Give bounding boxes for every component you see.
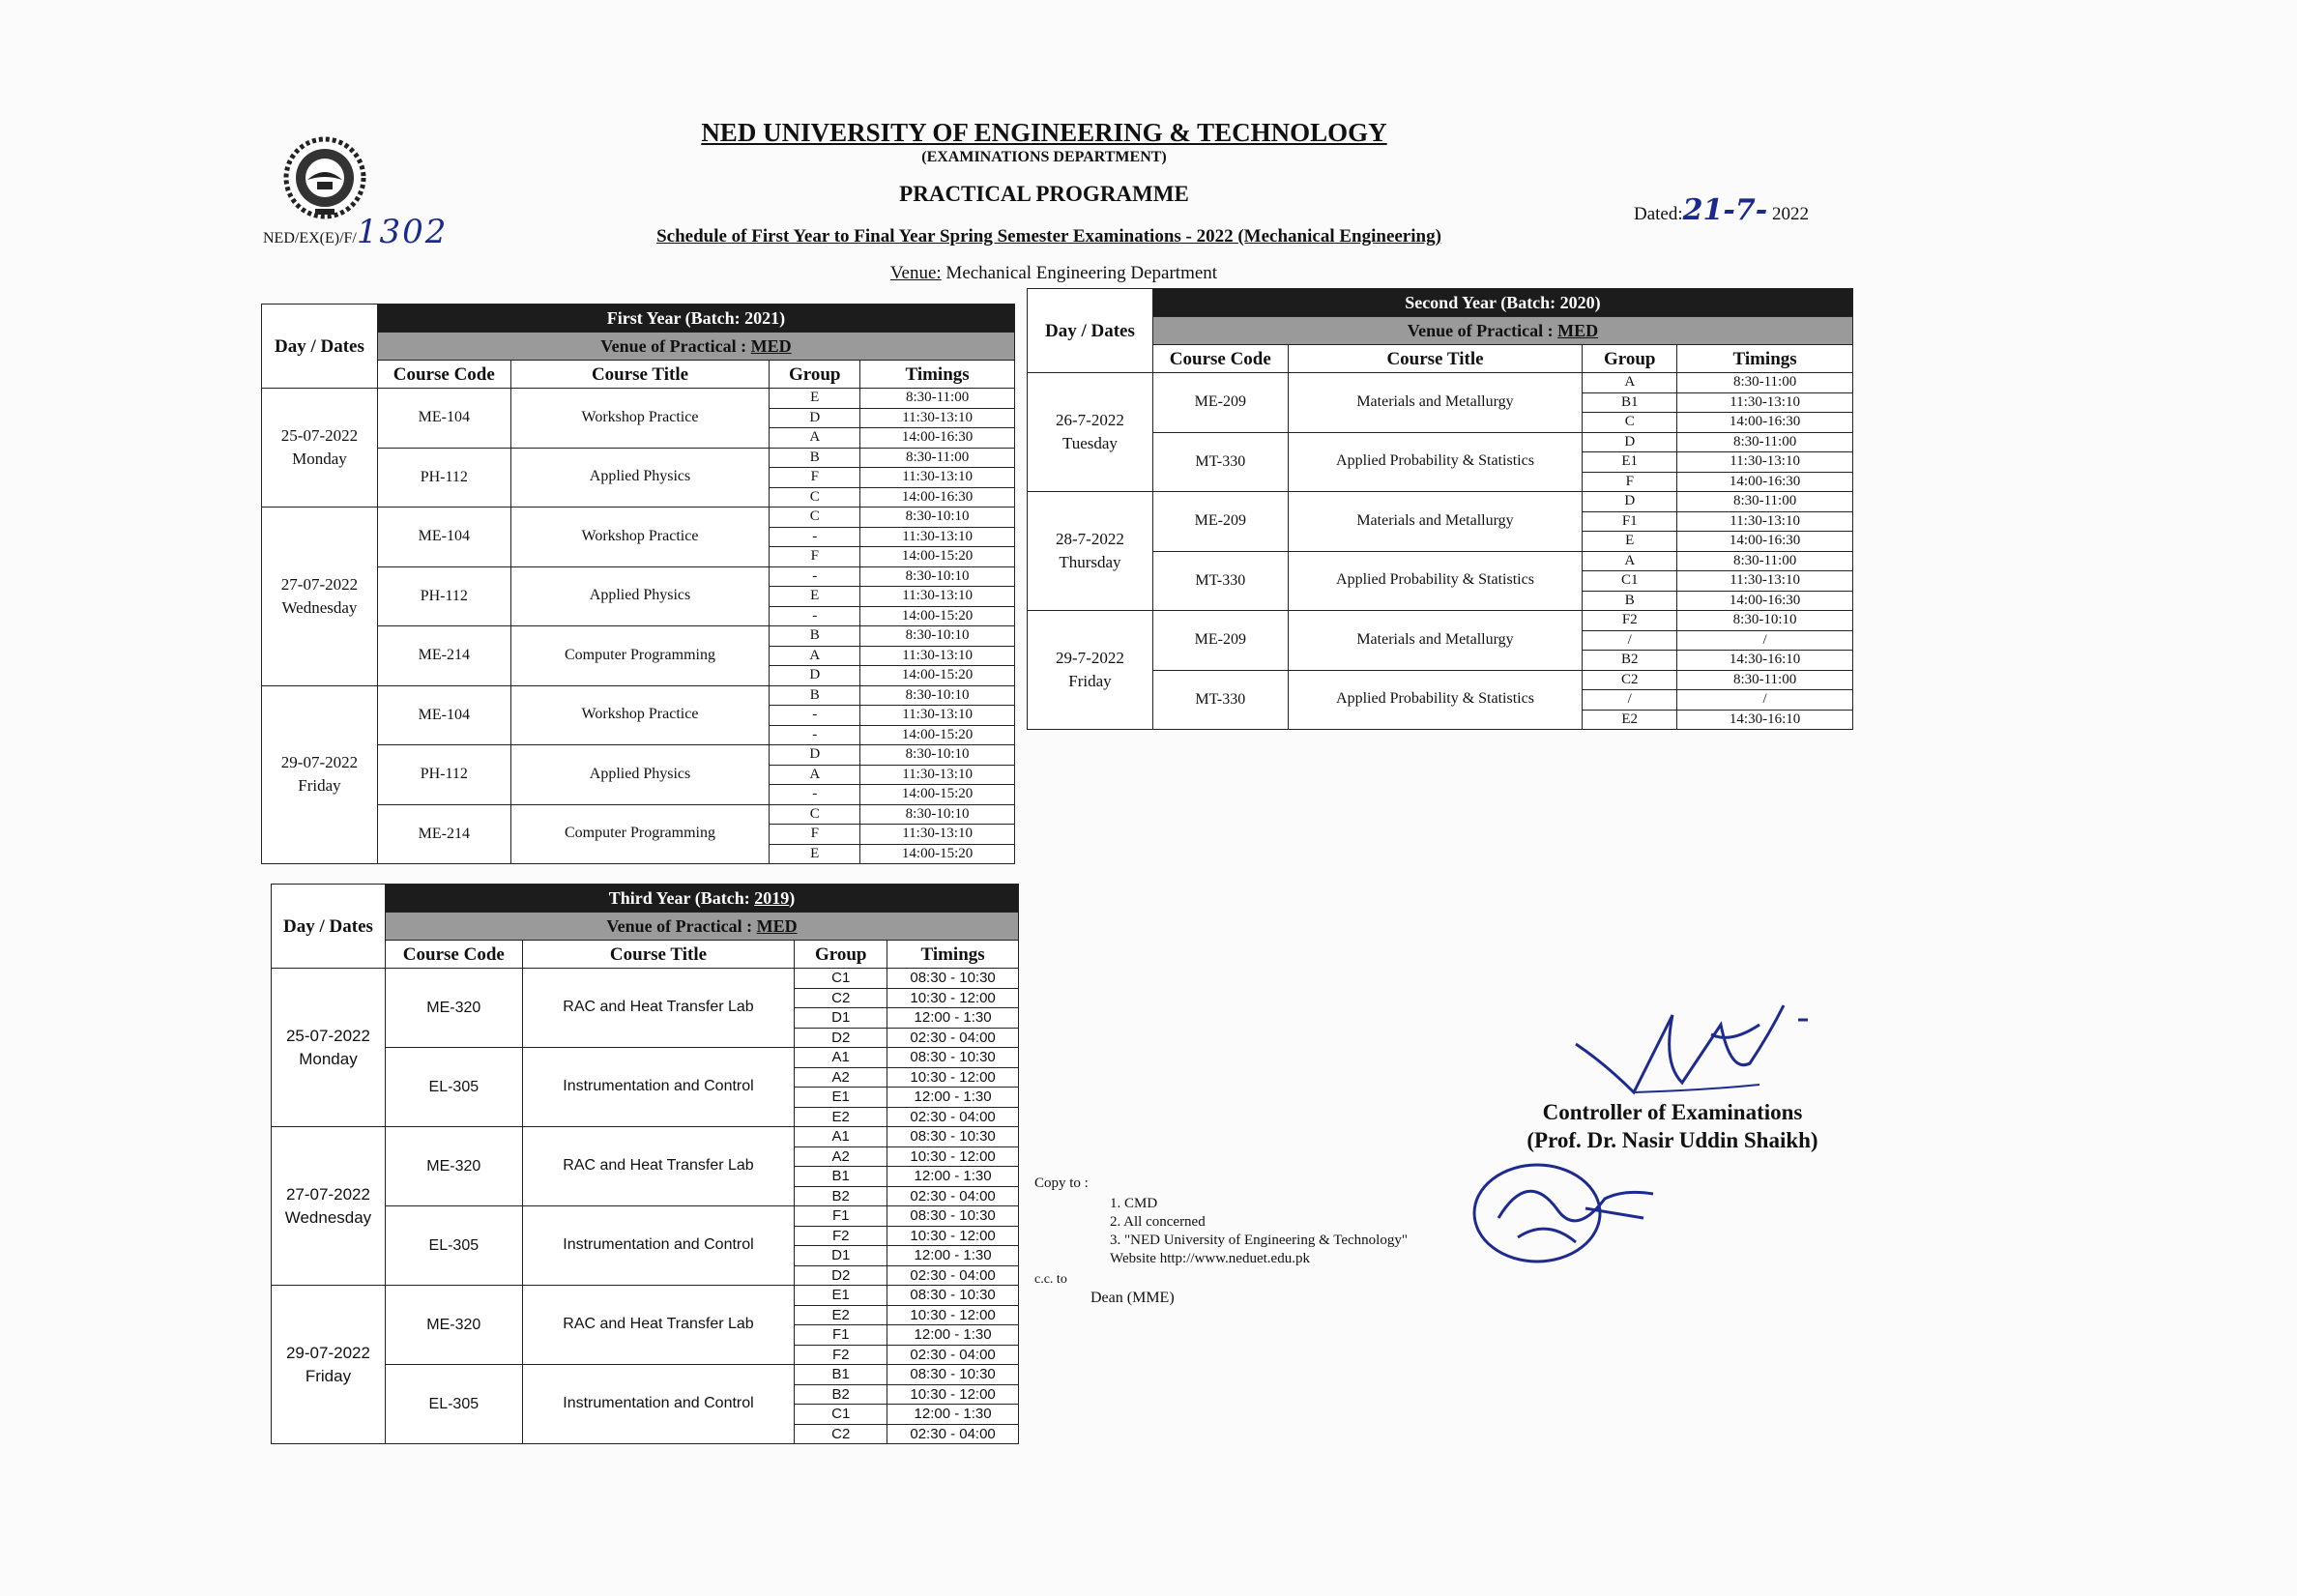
- date-text: 25-07-2022: [285, 1026, 370, 1045]
- group-cell: /: [1583, 630, 1677, 651]
- timing-cell: 11:30-13:10: [860, 587, 1015, 607]
- first-year-body: [262, 389, 1015, 864]
- course-code-cell: ME-214: [377, 626, 510, 686]
- group-cell: A: [770, 428, 860, 449]
- group-cell: C1: [1583, 571, 1677, 592]
- course-code-cell: ME-320: [385, 969, 522, 1048]
- timing-cell: 8:30-10:10: [860, 804, 1015, 825]
- venue-line: [735, 263, 1373, 284]
- timing-cell: 14:00-16:30: [1677, 413, 1853, 433]
- weekday-text: Friday: [1068, 672, 1112, 690]
- day-dates-header: Day / Dates: [1028, 289, 1153, 373]
- timing-cell: 02:30 - 04:00: [887, 1345, 1019, 1365]
- timing-cell: 8:30-10:10: [860, 626, 1015, 647]
- course-title-cell: Computer Programming: [510, 804, 770, 864]
- dated-handwritten: 21-7-: [1682, 193, 1768, 227]
- group-cell: E2: [1583, 710, 1677, 730]
- timing-cell: 12:00 - 1:30: [887, 1246, 1019, 1266]
- group-cell: B2: [1583, 651, 1677, 671]
- timing-cell: /: [1677, 630, 1853, 651]
- course-code-cell: ME-104: [377, 508, 510, 567]
- course-code-cell: MT-330: [1152, 551, 1288, 611]
- dated-line: [1634, 193, 1809, 227]
- copy-to-item: 1. CMD: [1110, 1196, 1158, 1211]
- venue-of-practical-value: MED: [750, 336, 792, 356]
- day-date-cell: [272, 969, 386, 1127]
- course-title-cell: Materials and Metallurgy: [1288, 611, 1583, 671]
- timings-header: Timings: [887, 941, 1019, 969]
- course-title-cell: Workshop Practice: [510, 508, 770, 567]
- timing-cell: 11:30-13:10: [860, 408, 1015, 428]
- group-cell: D: [1583, 432, 1677, 452]
- first-year-venue: [377, 333, 1014, 361]
- group-cell: B2: [795, 1384, 887, 1405]
- group-cell: B: [770, 626, 860, 647]
- programme-title: PRACTICAL PROGRAMME: [899, 182, 1189, 206]
- group-cell: F2: [795, 1226, 887, 1246]
- course-title-cell: Instrumentation and Control: [522, 1206, 795, 1286]
- timing-cell: 14:00-15:20: [860, 725, 1015, 745]
- timing-cell: 12:00 - 1:30: [887, 1405, 1019, 1425]
- reference-number: [263, 213, 448, 251]
- university-name: NED UNIVERSITY OF ENGINEERING & TECHNOLOGY: [701, 118, 1387, 147]
- venue-label: Venue:: [889, 263, 942, 283]
- group-header: Group: [795, 941, 887, 969]
- course-code-cell: ME-320: [385, 1127, 522, 1206]
- timing-cell: 11:30-13:10: [1677, 452, 1853, 473]
- second-year-body: [1028, 373, 1853, 730]
- timing-cell: 11:30-13:10: [1677, 511, 1853, 532]
- timing-cell: 08:30 - 10:30: [887, 969, 1019, 989]
- course-title-cell: Applied Physics: [510, 448, 770, 508]
- day-date-cell: [1028, 611, 1153, 730]
- table-row: [1028, 611, 1853, 631]
- group-cell: F: [770, 825, 860, 845]
- date-text: 27-07-2022: [280, 574, 359, 594]
- table-row: [262, 389, 1015, 409]
- day-date-cell: [262, 508, 378, 686]
- table-row: [1028, 492, 1853, 512]
- weekday-text: Monday: [299, 1049, 358, 1068]
- group-cell: A1: [795, 1048, 887, 1068]
- group-header: Group: [1583, 345, 1677, 373]
- group-cell: A: [1583, 551, 1677, 571]
- group-cell: E1: [795, 1286, 887, 1306]
- course-title-cell: RAC and Heat Transfer Lab: [522, 969, 795, 1048]
- initials-stamp: [1460, 1150, 1672, 1276]
- first-year-heading: First Year (Batch: 2021): [377, 305, 1014, 333]
- controller-name: (Prof. Dr. Nasir Uddin Shaikh): [1526, 1128, 1818, 1152]
- group-cell: C2: [795, 1424, 887, 1444]
- timing-cell: 08:30 - 10:30: [887, 1206, 1019, 1227]
- course-title-cell: RAC and Heat Transfer Lab: [522, 1127, 795, 1206]
- course-title-cell: Instrumentation and Control: [522, 1048, 795, 1127]
- timing-cell: 10:30 - 12:00: [887, 1067, 1019, 1088]
- cc-to-label: c.c. to: [1034, 1272, 1067, 1287]
- group-cell: D2: [795, 1265, 887, 1286]
- timing-cell: 12:00 - 1:30: [887, 1167, 1019, 1187]
- course-code-cell: ME-214: [377, 804, 510, 864]
- timing-cell: 08:30 - 10:30: [887, 1048, 1019, 1068]
- copy-to-item: Website http://www.neduet.edu.pk: [1110, 1251, 1310, 1266]
- timing-cell: 14:00-15:20: [860, 785, 1015, 805]
- copy-to-list: [1110, 1195, 1408, 1268]
- venue-of-practical-label: Venue of Practical :: [600, 336, 751, 356]
- timing-cell: 11:30-13:10: [860, 765, 1015, 785]
- day-dates-header: Day / Dates: [272, 885, 386, 969]
- table-row: [272, 1127, 1019, 1147]
- venue-of-practical-value: MED: [1557, 321, 1599, 340]
- timing-cell: 12:00 - 1:30: [887, 1008, 1019, 1029]
- weekday-text: Wednesday: [284, 1207, 372, 1227]
- schedule-title: Schedule of First Year to Final Year Spring Semester Examinations - 2022 (Mechanical Engineering): [656, 226, 1441, 247]
- timing-cell: 8:30-10:10: [860, 685, 1015, 706]
- group-cell: D1: [795, 1246, 887, 1266]
- group-cell: B2: [795, 1186, 887, 1206]
- group-cell: F2: [1583, 611, 1677, 631]
- group-cell: D: [1583, 492, 1677, 512]
- course-code-cell: MT-330: [1152, 670, 1288, 730]
- course-title-cell: Applied Probability & Statistics: [1288, 432, 1583, 492]
- third-year-heading: [385, 885, 1018, 913]
- timing-cell: 8:30-10:10: [860, 508, 1015, 528]
- first-year-table: [261, 304, 1015, 864]
- timing-cell: 8:30-11:00: [1677, 492, 1853, 512]
- timing-cell: 8:30-10:10: [1677, 611, 1853, 631]
- course-code-cell: PH-112: [377, 448, 510, 508]
- timing-cell: 08:30 - 10:30: [887, 1365, 1019, 1385]
- course-title-header: Course Title: [1288, 345, 1583, 373]
- copy-to-item: 3. "NED University of Engineering & Technology": [1110, 1233, 1408, 1248]
- course-code-cell: ME-209: [1152, 611, 1288, 671]
- group-cell: E2: [795, 1305, 887, 1325]
- course-title-cell: Applied Physics: [510, 566, 770, 626]
- timing-cell: 14:00-15:20: [860, 666, 1015, 686]
- course-code-cell: PH-112: [377, 566, 510, 626]
- timing-cell: 02:30 - 04:00: [887, 1186, 1019, 1206]
- course-code-header: Course Code: [377, 361, 510, 389]
- group-cell: E: [770, 389, 860, 409]
- table-row: [262, 685, 1015, 706]
- timing-cell: 14:00-15:20: [860, 844, 1015, 864]
- weekday-text: Thursday: [1059, 553, 1121, 571]
- timing-cell: 02:30 - 04:00: [887, 1028, 1019, 1048]
- timing-cell: 10:30 - 12:00: [887, 1226, 1019, 1246]
- second-year-venue: [1152, 317, 1852, 345]
- dated-label: Dated:: [1634, 204, 1683, 224]
- group-cell: F: [770, 547, 860, 567]
- timing-cell: 14:00-16:30: [1677, 472, 1853, 492]
- reference-handwritten-number: 1302: [356, 213, 449, 251]
- timing-cell: 10:30 - 12:00: [887, 988, 1019, 1008]
- day-dates-header: Day / Dates: [262, 305, 378, 389]
- timing-cell: 02:30 - 04:00: [887, 1107, 1019, 1127]
- group-cell: E: [770, 587, 860, 607]
- timing-cell: 14:00-16:30: [860, 487, 1015, 508]
- group-cell: C: [1583, 413, 1677, 433]
- table-row: [272, 969, 1019, 989]
- second-year-heading: Second Year (Batch: 2020): [1152, 289, 1852, 317]
- day-date-cell: [262, 389, 378, 508]
- day-date-cell: [1028, 492, 1153, 611]
- group-cell: A: [1583, 373, 1677, 393]
- table-row: [1028, 373, 1853, 393]
- controller-title: Controller of Examinations: [1542, 1100, 1803, 1124]
- timing-cell: 14:00-16:30: [1677, 532, 1853, 552]
- date-text: 25-07-2022: [280, 426, 359, 446]
- group-cell: /: [1583, 690, 1677, 711]
- course-title-cell: Applied Probability & Statistics: [1288, 670, 1583, 730]
- weekday-text: Wednesday: [281, 597, 358, 617]
- timing-cell: 11:30-13:10: [1677, 392, 1853, 413]
- group-cell: F: [1583, 472, 1677, 492]
- timing-cell: 14:00-15:20: [860, 606, 1015, 626]
- timing-cell: 14:00-16:30: [860, 428, 1015, 449]
- group-cell: -: [770, 566, 860, 587]
- department-name: (EXAMINATIONS DEPARTMENT): [921, 149, 1167, 165]
- day-date-cell: [1028, 373, 1153, 492]
- group-cell: -: [770, 527, 860, 547]
- timing-cell: /: [1677, 690, 1853, 711]
- group-cell: F1: [1583, 511, 1677, 532]
- timing-cell: 8:30-11:00: [1677, 670, 1853, 690]
- group-cell: -: [770, 725, 860, 745]
- course-code-cell: EL-305: [385, 1365, 522, 1444]
- timing-cell: 11:30-13:10: [860, 706, 1015, 726]
- date-text: 29-07-2022: [280, 753, 359, 772]
- course-code-cell: ME-209: [1152, 492, 1288, 552]
- timings-header: Timings: [860, 361, 1015, 389]
- course-code-header: Course Code: [1152, 345, 1288, 373]
- timing-cell: 8:30-10:10: [860, 745, 1015, 766]
- third-year-heading-suffix: ): [789, 888, 796, 908]
- course-code-cell: MT-330: [1152, 432, 1288, 492]
- dated-year: 2022: [1771, 204, 1809, 224]
- date-text: 29-07-2022: [285, 1343, 370, 1362]
- group-cell: -: [770, 606, 860, 626]
- group-header: Group: [770, 361, 860, 389]
- group-cell: C2: [795, 988, 887, 1008]
- timing-cell: 14:00-15:20: [860, 547, 1015, 567]
- group-cell: B1: [1583, 392, 1677, 413]
- controller-block: [1469, 1098, 1875, 1154]
- weekday-text: Friday: [305, 1366, 352, 1385]
- weekday-text: Tuesday: [1061, 434, 1118, 452]
- date-text: 28-7-2022: [1056, 530, 1124, 549]
- course-title-cell: Workshop Practice: [510, 685, 770, 745]
- group-cell: F1: [795, 1325, 887, 1346]
- weekday-text: Friday: [298, 776, 341, 796]
- course-title-cell: Workshop Practice: [510, 389, 770, 449]
- university-logo: [278, 135, 371, 220]
- timing-cell: 08:30 - 10:30: [887, 1286, 1019, 1306]
- timing-cell: 8:30-10:10: [860, 566, 1015, 587]
- second-year-table: [1027, 288, 1853, 730]
- venue-value: Mechanical Engineering Department: [941, 263, 1218, 283]
- timing-cell: 10:30 - 12:00: [887, 1384, 1019, 1405]
- venue-of-practical-value: MED: [756, 916, 798, 936]
- timings-header: Timings: [1677, 345, 1853, 373]
- timing-cell: 8:30-11:00: [1677, 432, 1853, 452]
- third-year-heading-prefix: Third Year (Batch:: [608, 888, 755, 908]
- group-cell: E: [770, 844, 860, 864]
- course-code-cell: ME-209: [1152, 373, 1288, 433]
- group-cell: C2: [1583, 670, 1677, 690]
- group-cell: B: [770, 448, 860, 468]
- course-code-cell: EL-305: [385, 1206, 522, 1286]
- group-cell: D2: [795, 1028, 887, 1048]
- date-text: 27-07-2022: [285, 1184, 370, 1204]
- course-title-cell: Materials and Metallurgy: [1288, 373, 1583, 433]
- group-cell: F1: [795, 1206, 887, 1227]
- group-cell: C: [770, 804, 860, 825]
- course-code-cell: ME-104: [377, 389, 510, 449]
- course-code-cell: ME-104: [377, 685, 510, 745]
- day-date-cell: [272, 1127, 386, 1286]
- venue-of-practical-label: Venue of Practical :: [1407, 321, 1558, 340]
- group-cell: A1: [795, 1127, 887, 1147]
- group-cell: A2: [795, 1067, 887, 1088]
- group-cell: B1: [795, 1167, 887, 1187]
- copy-to-item: 2. All concerned: [1110, 1214, 1206, 1230]
- third-year-venue: [385, 913, 1018, 941]
- date-text: 26-7-2022: [1056, 411, 1124, 430]
- group-cell: C1: [795, 969, 887, 989]
- timing-cell: 8:30-11:00: [860, 448, 1015, 468]
- timing-cell: 11:30-13:10: [860, 468, 1015, 488]
- group-cell: E1: [795, 1088, 887, 1108]
- group-cell: E2: [795, 1107, 887, 1127]
- timing-cell: 11:30-13:10: [860, 646, 1015, 666]
- timing-cell: 10:30 - 12:00: [887, 1146, 1019, 1167]
- timing-cell: 02:30 - 04:00: [887, 1424, 1019, 1444]
- course-title-header: Course Title: [522, 941, 795, 969]
- timing-cell: 11:30-13:10: [860, 825, 1015, 845]
- group-cell: C: [770, 508, 860, 528]
- group-cell: A: [770, 765, 860, 785]
- group-cell: E1: [1583, 452, 1677, 473]
- group-cell: B: [1583, 591, 1677, 611]
- timing-cell: 14:30-16:10: [1677, 651, 1853, 671]
- group-cell: D: [770, 408, 860, 428]
- group-cell: D1: [795, 1008, 887, 1029]
- group-cell: B1: [795, 1365, 887, 1385]
- table-row: [272, 1286, 1019, 1306]
- group-cell: D: [770, 666, 860, 686]
- day-date-cell: [272, 1286, 386, 1444]
- course-title-header: Course Title: [510, 361, 770, 389]
- course-title-cell: Applied Physics: [510, 745, 770, 805]
- timing-cell: 14:00-16:30: [1677, 591, 1853, 611]
- copy-to-label: Copy to :: [1034, 1175, 1089, 1191]
- group-cell: C1: [795, 1405, 887, 1425]
- table-row: [262, 508, 1015, 528]
- timing-cell: 11:30-13:10: [1677, 571, 1853, 592]
- timing-cell: 14:30-16:10: [1677, 710, 1853, 730]
- timing-cell: 8:30-11:00: [860, 389, 1015, 409]
- course-code-cell: PH-112: [377, 745, 510, 805]
- timing-cell: 02:30 - 04:00: [887, 1265, 1019, 1286]
- cc-to-value: Dean (MME): [1090, 1290, 1175, 1306]
- reference-prefix: NED/EX(E)/F/: [263, 230, 357, 247]
- venue-of-practical-label: Venue of Practical :: [606, 916, 757, 936]
- group-cell: A2: [795, 1146, 887, 1167]
- group-cell: -: [770, 706, 860, 726]
- group-cell: F2: [795, 1345, 887, 1365]
- timing-cell: 10:30 - 12:00: [887, 1305, 1019, 1325]
- timing-cell: 08:30 - 10:30: [887, 1127, 1019, 1147]
- group-cell: F: [770, 468, 860, 488]
- timing-cell: 11:30-13:10: [860, 527, 1015, 547]
- timing-cell: 12:00 - 1:30: [887, 1088, 1019, 1108]
- group-cell: -: [770, 785, 860, 805]
- course-code-cell: ME-320: [385, 1286, 522, 1365]
- third-year-body: [272, 969, 1019, 1444]
- course-title-cell: Instrumentation and Control: [522, 1365, 795, 1444]
- third-year-table: [271, 884, 1019, 1444]
- course-title-cell: Materials and Metallurgy: [1288, 492, 1583, 552]
- course-title-cell: Applied Probability & Statistics: [1288, 551, 1583, 611]
- timing-cell: 12:00 - 1:30: [887, 1325, 1019, 1346]
- group-cell: A: [770, 646, 860, 666]
- group-cell: D: [770, 745, 860, 766]
- timing-cell: 8:30-11:00: [1677, 551, 1853, 571]
- third-year-heading-batch: 2019: [754, 888, 790, 908]
- controller-signature: [1566, 996, 1817, 1112]
- date-text: 29-7-2022: [1056, 649, 1124, 668]
- group-cell: B: [770, 685, 860, 706]
- course-code-header: Course Code: [385, 941, 522, 969]
- timing-cell: 8:30-11:00: [1677, 373, 1853, 393]
- group-cell: C: [770, 487, 860, 508]
- group-cell: E: [1583, 532, 1677, 552]
- course-code-cell: EL-305: [385, 1048, 522, 1127]
- course-title-cell: Computer Programming: [510, 626, 770, 686]
- course-title-cell: RAC and Heat Transfer Lab: [522, 1286, 795, 1365]
- weekday-text: Monday: [292, 450, 347, 468]
- day-date-cell: [262, 685, 378, 864]
